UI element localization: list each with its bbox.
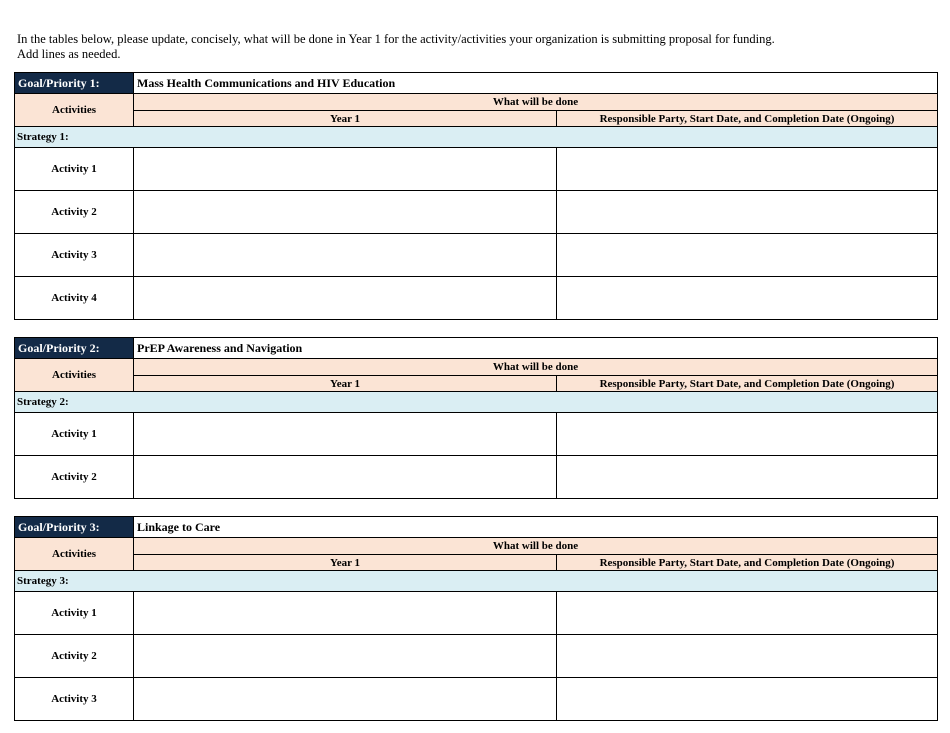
activity-row — [15, 413, 938, 456]
responsible-header: Responsible Party, Start Date, and Completion Date (Ongoing) — [557, 376, 938, 392]
responsible-header: Responsible Party, Start Date, and Completion Date (Ongoing) — [557, 111, 938, 127]
activity-row — [15, 191, 938, 234]
activity-label: Activity 4 — [15, 277, 134, 320]
goal-label: Goal/Priority 2: — [15, 338, 134, 359]
goal-label: Goal/Priority 1: — [15, 73, 134, 94]
activity-label: Activity 3 — [15, 678, 134, 721]
activity-row — [15, 635, 938, 678]
goal-table-1 — [14, 72, 938, 320]
activities-header: Activities — [15, 538, 134, 571]
responsible-cell[interactable] — [557, 456, 938, 499]
responsible-cell[interactable] — [557, 635, 938, 678]
goal-label: Goal/Priority 3: — [15, 517, 134, 538]
activity-row — [15, 234, 938, 277]
activity-row — [15, 592, 938, 635]
activity-label: Activity 1 — [15, 592, 134, 635]
strategy-row: Strategy 1: — [15, 127, 938, 148]
what-will-be-done-header: What will be done — [134, 359, 938, 376]
responsible-cell[interactable] — [557, 191, 938, 234]
activity-label: Activity 1 — [15, 413, 134, 456]
responsible-cell[interactable] — [557, 592, 938, 635]
year1-cell[interactable] — [134, 191, 557, 234]
year1-cell[interactable] — [134, 456, 557, 499]
year1-header: Year 1 — [134, 111, 557, 127]
year1-cell[interactable] — [134, 635, 557, 678]
instructions — [17, 32, 775, 62]
what-will-be-done-header: What will be done — [134, 94, 938, 111]
goal-title: Mass Health Communications and HIV Education — [134, 73, 938, 94]
activity-label: Activity 3 — [15, 234, 134, 277]
year1-cell[interactable] — [134, 277, 557, 320]
instructions-line-2: Add lines as needed. — [17, 47, 121, 61]
year1-header: Year 1 — [134, 555, 557, 571]
activity-row — [15, 678, 938, 721]
year1-cell[interactable] — [134, 678, 557, 721]
activities-header: Activities — [15, 359, 134, 392]
strategy-row: Strategy 3: — [15, 571, 938, 592]
responsible-cell[interactable] — [557, 678, 938, 721]
activities-header: Activities — [15, 94, 134, 127]
activity-row — [15, 277, 938, 320]
activity-row — [15, 456, 938, 499]
year1-cell[interactable] — [134, 234, 557, 277]
goal-title: Linkage to Care — [134, 517, 938, 538]
goal-title: PrEP Awareness and Navigation — [134, 338, 938, 359]
responsible-cell[interactable] — [557, 234, 938, 277]
year1-cell[interactable] — [134, 592, 557, 635]
responsible-cell[interactable] — [557, 148, 938, 191]
instructions-line-1: In the tables below, please update, concisely, what will be done in Year 1 for the activity/activities your organization is submitting proposal for funding. — [17, 32, 775, 46]
responsible-cell[interactable] — [557, 277, 938, 320]
what-will-be-done-header: What will be done — [134, 538, 938, 555]
year1-cell[interactable] — [134, 413, 557, 456]
responsible-cell[interactable] — [557, 413, 938, 456]
strategy-row: Strategy 2: — [15, 392, 938, 413]
year1-cell[interactable] — [134, 148, 557, 191]
activity-label: Activity 2 — [15, 191, 134, 234]
year1-header: Year 1 — [134, 376, 557, 392]
activity-row — [15, 148, 938, 191]
activity-label: Activity 2 — [15, 456, 134, 499]
activity-label: Activity 1 — [15, 148, 134, 191]
goal-table-3 — [14, 516, 938, 721]
activity-label: Activity 2 — [15, 635, 134, 678]
goal-table-2 — [14, 337, 938, 499]
responsible-header: Responsible Party, Start Date, and Completion Date (Ongoing) — [557, 555, 938, 571]
